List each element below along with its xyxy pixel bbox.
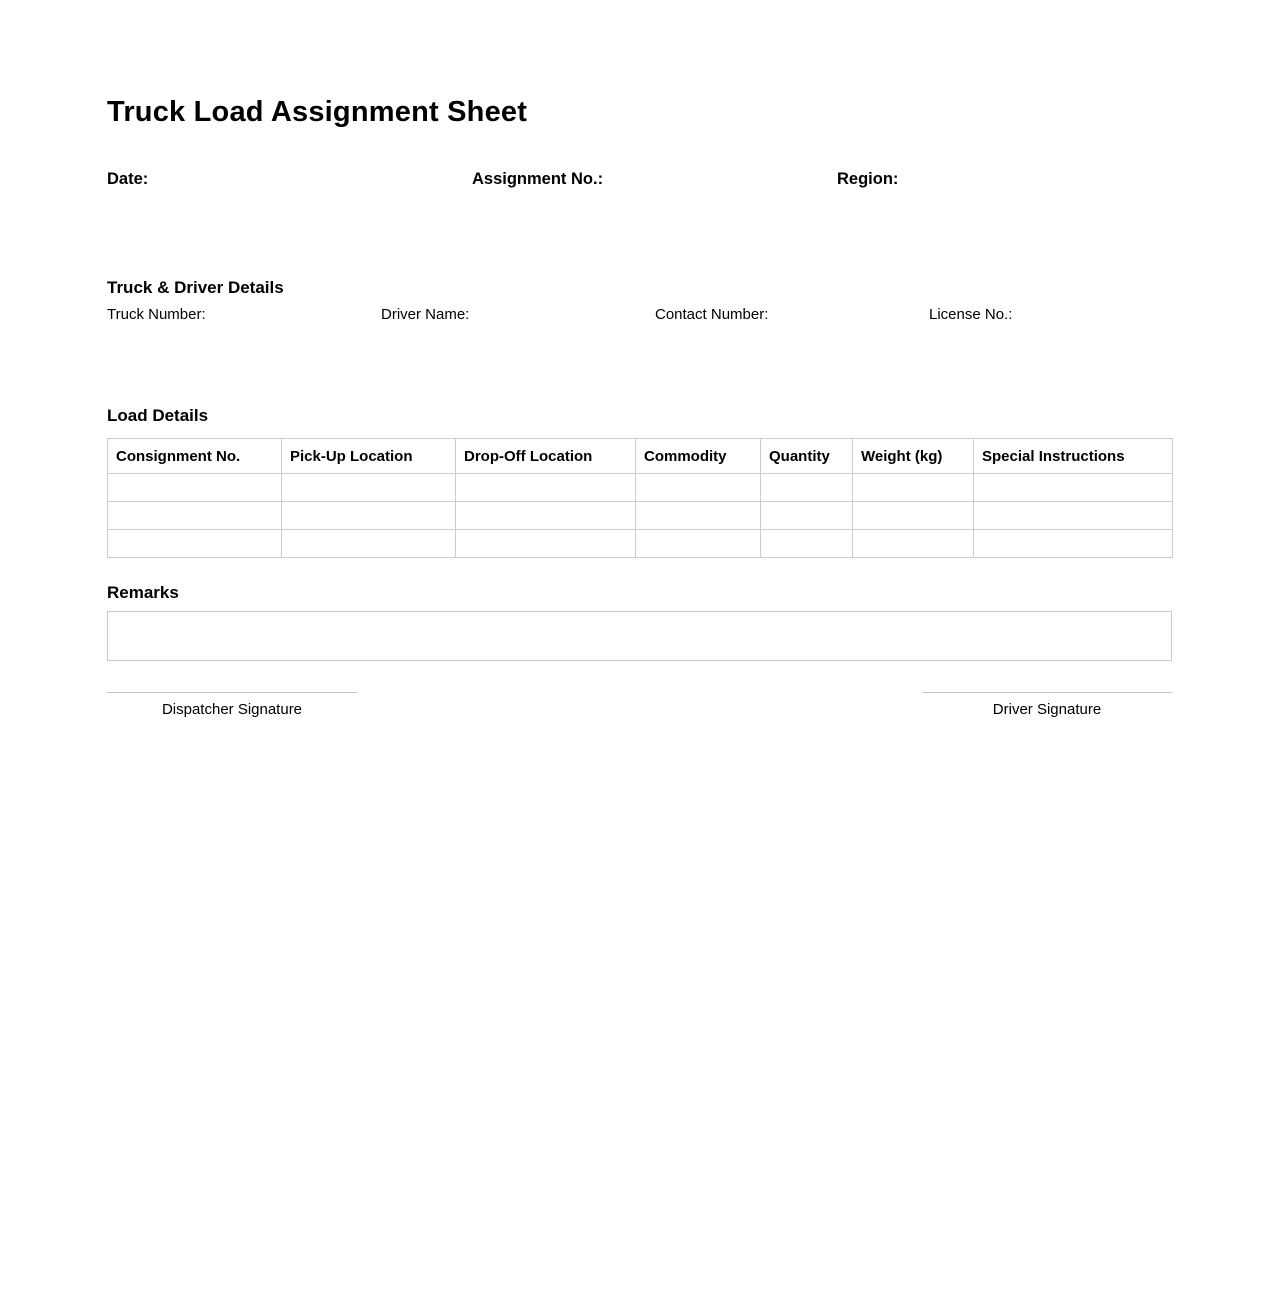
contact-number-label: Contact Number: <box>655 306 769 323</box>
table-cell <box>456 474 636 502</box>
table-cell <box>853 502 974 530</box>
region-label: Region: <box>837 170 899 188</box>
assignment-no-label: Assignment No.: <box>472 170 604 188</box>
table-cell <box>636 474 761 502</box>
table-row <box>108 474 1173 502</box>
load-details-heading: Load Details <box>107 406 209 425</box>
page-title: Truck Load Assignment Sheet <box>107 96 528 128</box>
truck-driver-details-heading: Truck & Driver Details <box>107 278 284 297</box>
table-cell <box>853 474 974 502</box>
meta-row <box>107 170 1172 189</box>
remarks-box <box>107 611 1172 661</box>
column-header-quantity: Quantity <box>761 439 853 474</box>
table-cell <box>108 474 282 502</box>
driver-signature-label: Driver Signature <box>992 701 1102 718</box>
table-cell <box>761 474 853 502</box>
table-cell <box>282 502 456 530</box>
table-cell <box>108 530 282 558</box>
table-cell <box>108 502 282 530</box>
column-header-special-instructions: Special Instructions <box>974 439 1173 474</box>
column-header-pickup-location: Pick-Up Location <box>282 439 456 474</box>
truck-driver-fields-row <box>107 306 1172 324</box>
license-no-label: License No.: <box>929 306 1013 323</box>
table-row <box>108 530 1173 558</box>
remarks-heading: Remarks <box>107 583 179 602</box>
table-header-row <box>108 439 1173 474</box>
table-cell <box>974 530 1173 558</box>
table-cell <box>974 502 1173 530</box>
table-cell <box>282 530 456 558</box>
column-header-weight: Weight (kg) <box>853 439 974 474</box>
column-header-commodity: Commodity <box>636 439 761 474</box>
date-label: Date: <box>107 170 149 188</box>
table-cell <box>456 530 636 558</box>
signature-row <box>107 692 1172 719</box>
driver-signature-line <box>922 692 1172 719</box>
table-row <box>108 502 1173 530</box>
column-header-consignment-no: Consignment No. <box>108 439 282 474</box>
dispatcher-signature-line <box>107 692 357 719</box>
load-details-table <box>107 438 1173 558</box>
dispatcher-signature-label: Dispatcher Signature <box>161 701 303 718</box>
driver-name-label: Driver Name: <box>381 306 470 323</box>
table-cell <box>974 474 1173 502</box>
table-cell <box>282 474 456 502</box>
column-header-dropoff-location: Drop-Off Location <box>456 439 636 474</box>
table-cell <box>761 502 853 530</box>
table-cell <box>636 502 761 530</box>
table-cell <box>456 502 636 530</box>
table-cell <box>636 530 761 558</box>
table-cell <box>853 530 974 558</box>
truck-number-label: Truck Number: <box>107 306 206 323</box>
table-cell <box>761 530 853 558</box>
